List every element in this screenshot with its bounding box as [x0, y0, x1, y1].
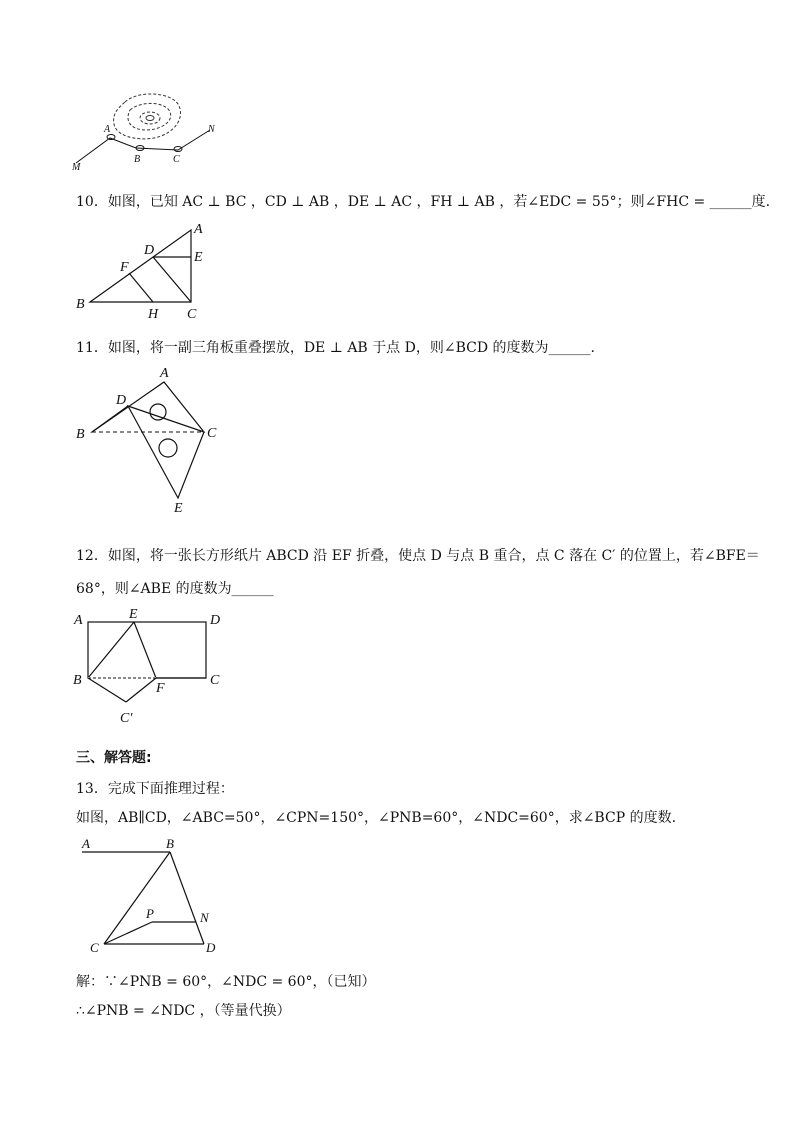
hole-lower	[159, 439, 177, 457]
fig11-label-c: C	[207, 426, 217, 441]
fig12-label-f: F	[156, 681, 165, 696]
segment-bd	[92, 406, 128, 432]
segment-c-prime-f	[126, 678, 156, 702]
segment-ef	[134, 622, 156, 678]
fig11-label-b: B	[76, 427, 85, 442]
fig9-label-a: A	[104, 124, 111, 135]
figure-11-set-squares	[70, 362, 220, 517]
segment-bc	[104, 852, 170, 944]
question-12-text-line2: 68°，则∠ABE 的度数为______	[76, 581, 274, 597]
question-13-problem: 如图，AB∥CD，∠ABC=50°，∠CPN=150°，∠PNB=60°，∠NDC=60°，求∠BCP 的度数.	[76, 810, 677, 826]
fig11-label-e: E	[174, 501, 183, 516]
question-13-solution-line1: 解：∵∠PNB = 60°，∠NDC = 60°，（已知）	[76, 974, 376, 990]
figure-9-contour-map	[70, 88, 230, 178]
fig13-label-b: B	[166, 836, 174, 851]
fig10-label-e: E	[194, 250, 203, 265]
rectangle-abcd	[88, 622, 206, 678]
segment-bc-prime	[88, 678, 126, 702]
question-10-text: 10．如图，已知 AC ⊥ BC ，CD ⊥ AB ，DE ⊥ AC ，FH ⊥ AB ，若∠EDC = 55°；则∠FHC = ______度.	[76, 194, 771, 210]
fig10-label-b: B	[76, 297, 85, 312]
contour-inner	[140, 112, 160, 124]
fig12-label-b: B	[73, 673, 82, 688]
fig12-label-c: C	[210, 673, 220, 688]
fig10-label-a: A	[194, 222, 203, 237]
fig11-label-d: D	[116, 393, 127, 408]
fig13-label-a: A	[82, 836, 90, 851]
contour-middle	[128, 103, 171, 130]
fig13-label-p: P	[146, 906, 154, 921]
figure-10-triangle	[70, 220, 220, 320]
hole-upper	[150, 404, 166, 420]
fig9-label-b: B	[134, 154, 141, 165]
fig9-label-m: M	[72, 162, 81, 173]
triangle-abc	[90, 230, 191, 302]
segment-be	[88, 622, 134, 678]
fig10-label-d: D	[144, 243, 155, 258]
segment-dc	[153, 257, 191, 302]
fig13-label-n: N	[200, 910, 209, 925]
question-13-intro: 13．完成下面推理过程：	[76, 781, 234, 797]
fig12-label-a: A	[74, 613, 83, 628]
fig9-label-n: N	[208, 124, 215, 135]
fig12-label-e: E	[129, 607, 138, 622]
question-12-text-line1: 12．如图，将一张长方形纸片 ABCD 沿 EF 折叠，使点 D 与点 B 重合，点 C 落在 C′ 的位置上，若∠BFE＝	[76, 548, 760, 564]
fig11-label-a: A	[160, 366, 169, 381]
fig10-label-c: C	[187, 307, 197, 322]
figure-12-folded-rectangle	[70, 604, 240, 734]
triangle-dce-set-square	[128, 406, 204, 498]
fig13-label-c: C	[90, 940, 99, 955]
question-13-solution-line2: ∴∠PNB = ∠NDC ，（等量代换）	[76, 1003, 291, 1019]
fig10-label-h: H	[148, 307, 159, 322]
fig13-label-d: D	[206, 940, 216, 955]
fig9-label-c: C	[173, 154, 180, 165]
figure-13-parallel-lines	[76, 836, 236, 961]
segment-fh	[129, 273, 153, 302]
segment-bd	[170, 852, 204, 944]
point-c-marker	[174, 147, 182, 152]
fig12-label-d: D	[210, 613, 221, 628]
fig10-label-f: F	[120, 260, 129, 275]
question-11-text: 11．如图，将一副三角板重叠摆放，DE ⊥ AB 于点 D，则∠BCD 的度数为______.	[76, 340, 595, 356]
section-3-heading: 三、解答题:	[76, 750, 152, 766]
triangle-abc-set-square	[92, 382, 204, 432]
fig12-label-c-prime: C′	[120, 711, 133, 726]
contour-core	[146, 116, 154, 121]
